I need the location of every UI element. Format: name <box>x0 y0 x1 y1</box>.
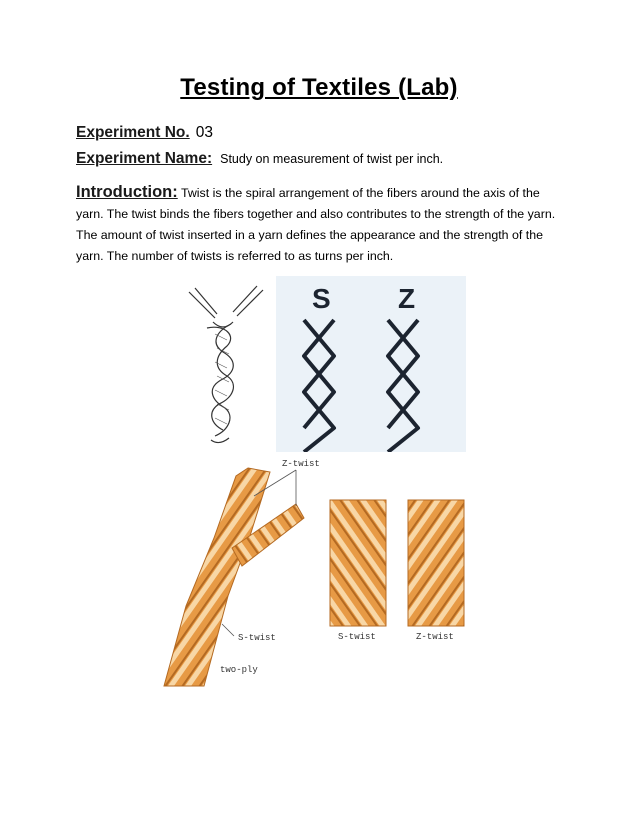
s-z-twist-diagram <box>276 276 466 452</box>
introduction-text: Twist is the spiral arrangement of the fibers around the axis of the yarn. The twist binds the fibers together and also contributes to the strength of the yarn. The amount of twist inserted in a yarn defines the appearance and the strength of the yarn. The number of twists is referred to as turns per inch. <box>76 186 556 263</box>
experiment-number-value: 03 <box>195 124 213 141</box>
experiment-name-value: Study on measurement of twist per inch. <box>220 152 444 166</box>
experiment-name-label: Experiment Name: <box>76 150 213 167</box>
s-twist-rope-panel <box>330 500 386 626</box>
two-ply-rope <box>164 468 270 686</box>
s-twist-label: S-twist <box>238 633 276 643</box>
s-letter: S <box>312 283 331 314</box>
z-twist-label: Z-twist <box>282 459 320 469</box>
two-ply-yarn-sketch <box>185 284 267 450</box>
panel-z-twist-label: Z-twist <box>416 632 454 642</box>
rope-twist-illustration <box>158 456 470 688</box>
panel-s-twist-label: S-twist <box>338 632 376 642</box>
experiment-number-label: Experiment No. <box>76 124 190 141</box>
experiment-name-line <box>76 150 443 168</box>
page-title: Testing of Textiles (Lab) <box>180 74 458 101</box>
z-twist-rope-panel <box>408 500 464 626</box>
two-ply-label: two-ply <box>220 665 258 675</box>
introduction-label: Introduction: <box>76 183 178 201</box>
introduction-paragraph <box>76 182 566 267</box>
z-letter: Z <box>398 283 416 314</box>
experiment-number-line <box>76 124 213 142</box>
